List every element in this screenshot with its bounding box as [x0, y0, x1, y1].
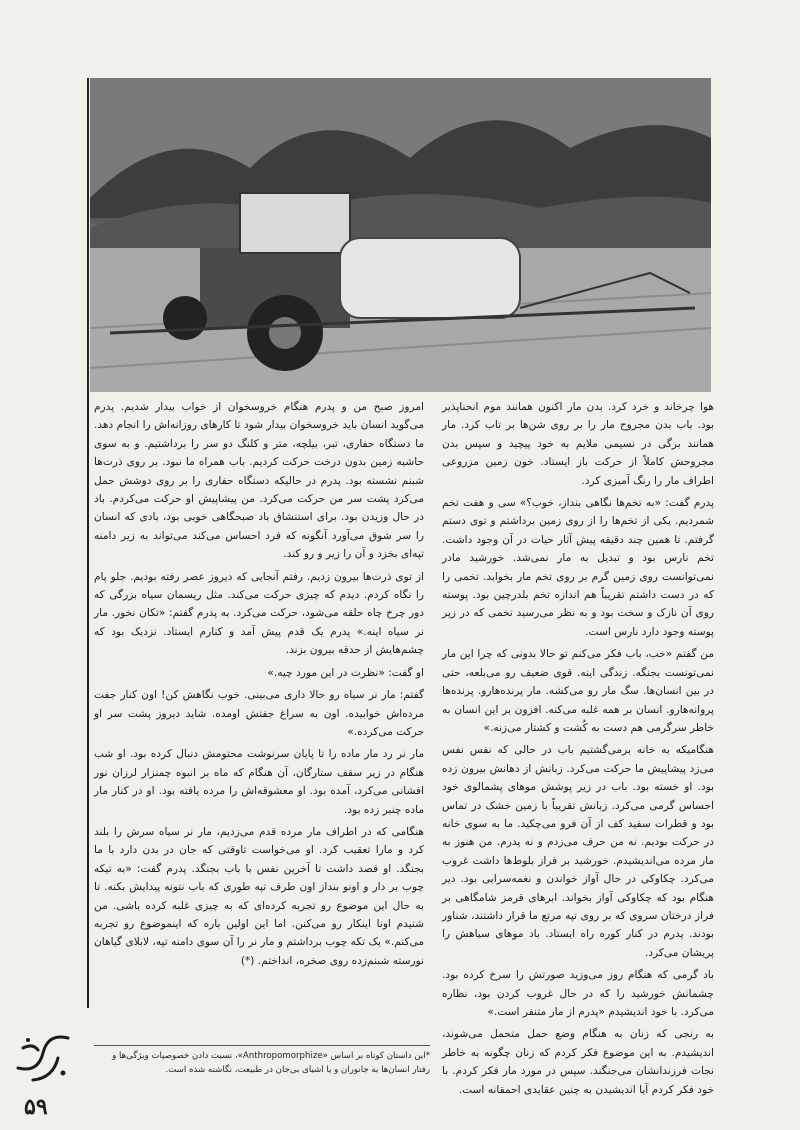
text-column-right — [442, 398, 714, 1103]
paragraph: هنگامیکه به خانه برمی‌گشتیم باب در حالی که نفس نفس می‌زد پیشاپیش ما حرکت می‌کرد. زبانش از دهانش بیرون زده بود. او خسته بود. باب در زیر پوشش موهای پشمالوی خود احساس گرمی می‌کرد. زبانش تقریباً با زمین خشک در تماس بود و قطرات سفید کف از آن فرو می‌چکید. ما به سوی خانه در حرکت بودیم. نه من حرف می‌زدم و نه پدرم. من هنوز به مار مرده می‌اندیشیدم. خورشید بر فراز بلوط‌ها داشت غروب می‌کرد. چکاوکی در حال آواز خواندن و نغمه‌سرایی بود. دیر هنگام بود که چکاوکی آواز بخواند. ابرهای قرمز شامگاهی بر فراز درختان سروی که بر روی تپه مرتع ما قرار داشتند، شناور بودند. پدرم در کنار کوره راه ایستاد. باد موهای سیاهش را پریشان می‌کرد. — [442, 744, 714, 959]
paragraph: از توی ذرت‌ها بیرون زدیم. رفتم آنجایی که دیروز عصر رفته بودیم. جلو پام را نگاه کردم. دیدم که چیزی حرکت می‌کند. مثل ریسمان سیاه بزرگی که دور چرخ چاه حلقه می‌شود، حرکت می‌کرد. به پدرم گفتم: «تکان نخور. مار نر سیاه اینه.» پدرم یک قدم پیش آمد و کنارم ایستاد. نزدیک بود که چشم‌هایش از حدقه بیرون بزند. — [94, 570, 424, 657]
paragraph: به رنجی که زنان به هنگام وضع حمل متحمل می‌شوند، اندیشیدم. به این موضوع فکر کردم که زنان چگونه به خاطر نجات فرزندانشان می‌جنگند. سپس در مورد مار فکر کردم. با خود فکر کردم آیا اندیشیدن به چنین عقایدی احمقانه است. — [442, 1028, 714, 1096]
paragraph: هوا چرخاند و خرد کرد. بدن مار اکنون همانند موم انحناپذیر بود. باب بدن مجروح مار را بر روی شن‌ها بر تاب کرد. مار همانند برگی در نسیمی ملایم به خود پیچید و سپس بدن مجروحش کاملاً از حرکت باز ایستاد. خون زمین مزروعی اطراف مار را رنگ آمیزی کرد. — [442, 401, 714, 487]
paragraph: امروز صبح من و پدرم هنگام خروسخوان از خواب بیدار شدیم. پدرم می‌گوید انسان باید خروسخوان بیدار شود تا کارهای روزانه‌اش را انجام دهد. ما دستگاه حفاری، تبر، بیلچه، متر و کلنگ دو سر را برداشتیم. و به سوی حاشیه زمین بدون درخت حرکت کردیم. باب همراه ما نبود. بر روی ذرت‌ها شبنم نشسته بود. پدرم در حالیکه دستگاه حفاری را بر روی دوشش حمل می‌کرد پشت سر من حرکت می‌کرد. من پیشاپیش او حرکت می‌کردم. باد در حال وزیدن بود. برای استنشاق باد صبحگاهی خوبی بود، بادی که انسان را سر شوق می‌آورد آنگونه که فرد احساس می‌کند می‌تواند به زیر دامنه تپه‌ای بخزد و آن را زیر و رو کند. — [94, 401, 424, 561]
tractor-photo — [90, 78, 711, 392]
column-rule — [87, 78, 89, 1008]
paragraph: مار نر رد مار ماده را تا پایان سرنوشت محتومش دنبال کرده بود. او شب هنگام در زیر سقف ستارگان، آن هنگام که ماه بر انبوه چمنزار لرزان نور افشانی می‌کرد، آمده بود. او معشوقه‌اش را مرده یافته بود. او در کنار مار ماده چنبر زده بود. — [94, 748, 424, 816]
paragraph: او گفت: «نظرت در این مورد چیه.» — [267, 666, 424, 679]
footnote: *این داستان کوتاه بر اساس «Anthropomorphize»، نسبت دادن خصوصیات ویژگی‌ها و رفتار انسان‌ها به جانوران و یا اشیای بی‌جان در طبیعت، نگاشته شده است. — [94, 1045, 430, 1077]
paragraph: باد گرمی که هنگام روز می‌وزید صورتش را سرخ کرده بود. چشمانش خورشید را که در حال غروب کردن بود، نظاره می‌کرد. با خود اندیشیدم «پدرم از مار متنفر است.» — [442, 969, 714, 1018]
paragraph: من گفتم «خب، باب فکر می‌کنم تو حالا بدونی که چرا این مار نمی‌تونست بجنگه. زندگی اینه. قوی ضعیف رو می‌بلعه، حتی در بین انسان‌ها. سگ مار رو می‌کشه. مار پرنده‌هارو. پرنده‌ها پروانه‌هارو. انسان بر همه غلبه می‌کنه. افزون بر این انسان به خاطر سرگرمی هم دست به کُشت و کشتار می‌زنه.» — [442, 648, 714, 734]
paragraph: گفتم: مار نر سیاه رو حالا داری می‌بینی. خوب نگاهش کن! اون کنار جفت مرده‌اش خوابیده. اون به سراغ جفتش اومده. شاید دیروز پشت سر او حرکت می‌کرده.» — [94, 689, 424, 738]
kerman-logo-icon — [8, 1028, 78, 1088]
paragraph: هنگامی که در اطراف مار مرده قدم می‌زدیم، مار نر سیاه سرش را بلند کرد و مارا تعقیب کرد. او می‌خواست تاوقتی که جان در بدن دارد با ما بجنگد. او قصد داشت تا آخرین نفس با باب بجنگد. پدرم گفت: «به تیکه چوب بر دار و اونو بنداز اون طرف تپه طوری که باب نتونه پیدایش بکنه. تا به حال این موضوع رو تجربه کرده‌ای که به چیزی غلبه کرده باشی. من شنیدم اونا اینکار رو می‌کنن. اما این اولین باره که اینموضوع رو تجربه می‌کنم.» یک تکه چوب برداشتم و مار نر را آن سوی دامنه تپه، لابلای گیاهان نورسته شبنم‌زده روی صخره، انداختم. (*) — [94, 825, 424, 967]
tractor-spraying-field-icon — [90, 78, 711, 392]
page-number: ۵۹ — [24, 1094, 48, 1120]
text-column-left — [94, 398, 424, 974]
magazine-logo — [8, 1028, 78, 1088]
paragraph: پدرم گفت: «به تخم‌ها نگاهی بنداز، خوب؟» سی و هفت تخم شمردیم. یکی از تخم‌ها را از روی زمین برداشتم و توی دستم گرفتم. تا همین چند دقیقه پیش آثار حیات در آن وجود داشت. تخم نارس بود و تبدیل به مار نمی‌شد. خورشید مادر نمی‌توانست روی زمین گرم بر روی تخم مار بخوابد. تخمی را که در دست داشتم تقریباً هم اندازه تخم بلدرچین بود. پوسته روی آن نازک و سخت بود و به نظر می‌رسید تخمی که در زیر پوسته وجود دارد نارس است. — [442, 497, 714, 638]
